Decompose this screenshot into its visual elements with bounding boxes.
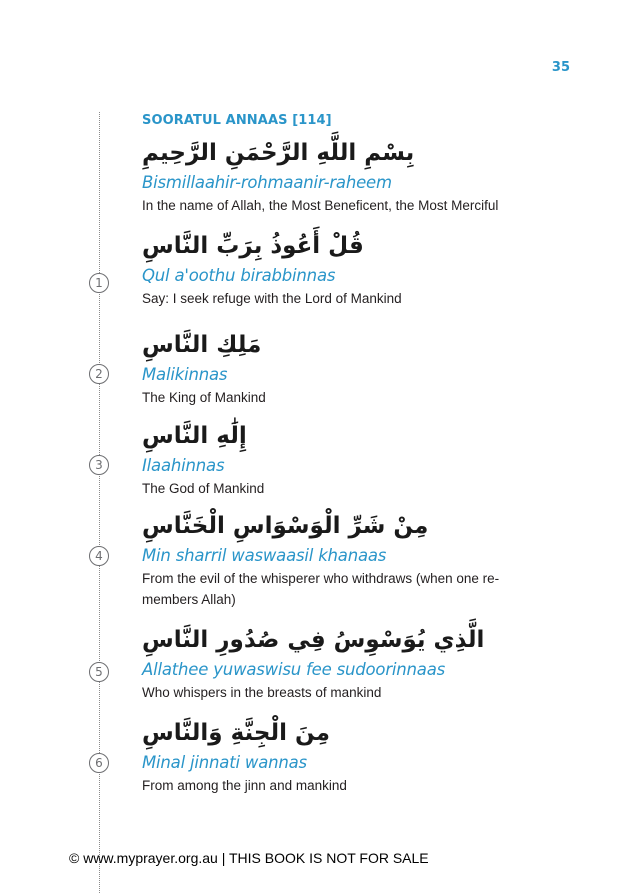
verse-translation: Who whispers in the breasts of mankind	[142, 685, 382, 700]
verse-arabic: الَّذِي يُوَسْوِسُ فِي صُدُورِ النَّاسِ	[142, 627, 485, 653]
verse-transliteration: Minal jinnati wannas	[142, 753, 307, 772]
verse-transliteration: Malikinnas	[142, 365, 228, 384]
verse-5-block	[142, 625, 562, 703]
verse-transliteration: Allathee yuwaswisu fee sudoorinnaas	[142, 660, 446, 679]
verse-translation: The King of Mankind	[142, 390, 266, 405]
basmala-transliteration: Bismillaahir-rohmaanir-raheem	[142, 173, 392, 192]
verse-number-badge: 2	[89, 364, 109, 384]
verse-arabic: قُلْ أَعُوذُ بِرَبِّ النَّاسِ	[142, 233, 364, 259]
verse-translation: Say: I seek refuge with the Lord of Mankind	[142, 291, 402, 306]
verse-transliteration: Min sharril waswaasil khanaas	[142, 546, 387, 565]
verse-number-badge: 4	[89, 546, 109, 566]
verse-translation: From the evil of the whisperer who withdraws (when one re-	[142, 571, 500, 586]
verse-3-block	[142, 421, 562, 499]
verse-arabic: مِنْ شَرِّ الْوَسْوَاسِ الْخَنَّاسِ	[142, 513, 429, 539]
verse-number-badge: 5	[89, 662, 109, 682]
margin-dotted-line	[99, 112, 100, 893]
verse-4-block	[142, 511, 562, 610]
verse-translation: The God of Mankind	[142, 481, 265, 496]
verse-translation: From among the jinn and mankind	[142, 778, 347, 793]
verse-transliteration: Ilaahinnas	[142, 456, 225, 475]
verse-6-block	[142, 718, 562, 796]
copyright-footer: © www.myprayer.org.au | THIS BOOK IS NOT FOR SALE	[69, 850, 429, 866]
verse-arabic: مِنَ الْجِنَّةِ وَالنَّاسِ	[142, 720, 330, 746]
verse-1-block	[142, 231, 562, 309]
verse-number-badge: 6	[89, 753, 109, 773]
verse-arabic: مَلِكِ النَّاسِ	[142, 332, 262, 358]
verse-2-block	[142, 330, 562, 408]
verse-transliteration: Qul a'oothu birabbinnas	[142, 266, 336, 285]
basmala-block	[142, 138, 562, 216]
verse-arabic: إِلَٰهِ النَّاسِ	[142, 423, 247, 449]
verse-number-badge: 1	[89, 273, 109, 293]
verse-number-badge: 3	[89, 455, 109, 475]
basmala-translation: In the name of Allah, the Most Beneficent, the Most Merciful	[142, 198, 499, 213]
surah-title: SOORATUL ANNAAS [114]	[142, 113, 332, 128]
verse-translation-continued: members Allah)	[142, 592, 236, 607]
basmala-arabic: بِسْمِ اللَّهِ الرَّحْمَنِ الرَّحِيمِ	[142, 140, 415, 166]
page-number: 35	[551, 60, 570, 75]
